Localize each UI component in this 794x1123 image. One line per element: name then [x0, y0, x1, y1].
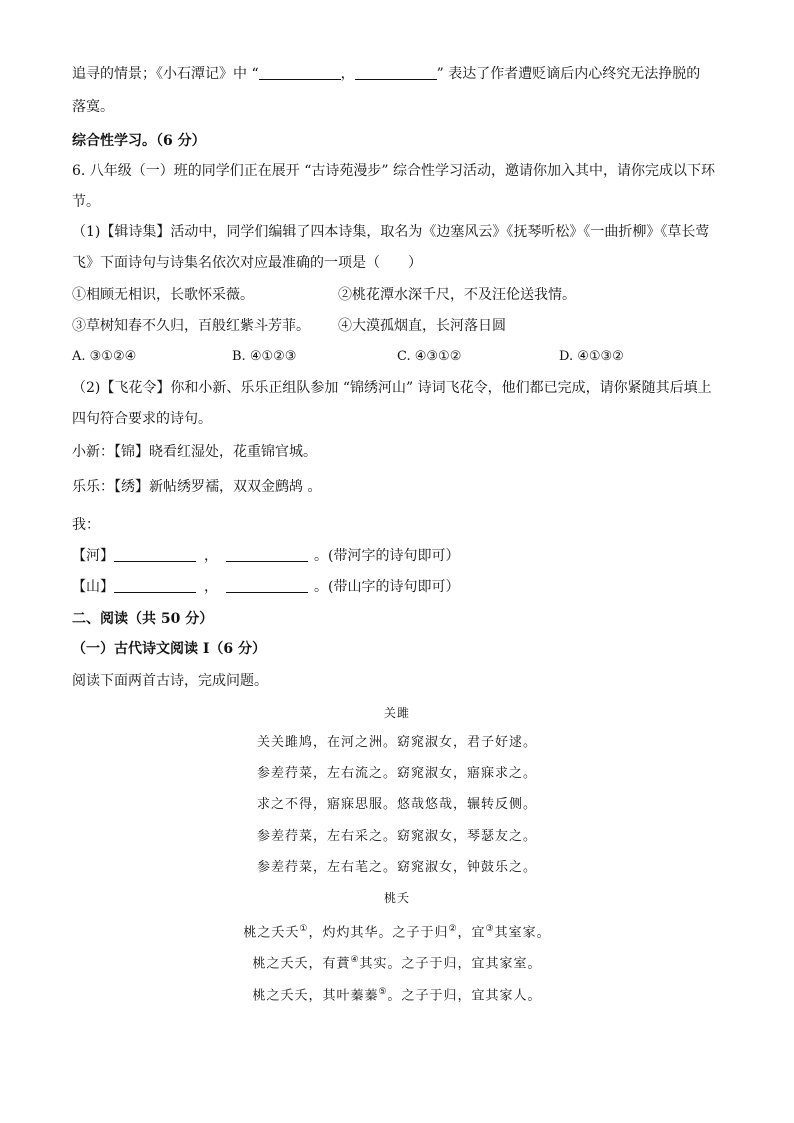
shan-hint: 。(带山字的诗句即可）: [314, 579, 460, 595]
option-b[interactable]: B. ④①②③: [232, 349, 297, 364]
poem2-l2-part-a: 桃之夭夭，有蕡: [252, 956, 351, 972]
q6-line-1: 6. 八年级（一）班的同学们正在展开 “古诗苑漫步” 综合性学习活动，邀请你加入其中，请你完成以下环: [72, 163, 716, 179]
he-label: 【河】: [72, 548, 114, 564]
lele-line: 乐乐：【绣】新帖绣罗襦，双双金鹧鸪 。: [72, 479, 322, 495]
intro-line-2: 落寞。: [72, 99, 114, 115]
poem1-line-2: 参差荇菜，左右流之。窈窕淑女，寤寐求之。: [256, 766, 537, 781]
option-a[interactable]: A. ③①②④: [72, 349, 137, 364]
footnote-mark-4: ④: [350, 955, 360, 965]
q6-part2-line-1: （2)【飞花令】你和小新、乐乐正组队参加 “锦绣河山” 诗词飞花令，他们都已完成，请你紧随其后填上: [72, 380, 712, 396]
blank-2[interactable]: [355, 79, 437, 80]
poem-item-3: ③草树知春不久归，百般红紫斗芳菲。: [72, 318, 310, 334]
intro-text-post: ” 表达了作者遭贬谪后内心终究无法挣脱的: [436, 66, 701, 82]
footnote-mark-3: ③: [485, 924, 495, 934]
shan-blank-2[interactable]: [226, 592, 308, 593]
intro-line-1: [72, 64, 700, 84]
he-comma: ，: [204, 548, 218, 564]
footnote-mark-1: ①: [299, 924, 309, 934]
intro-sep: ，: [340, 66, 355, 82]
shan-blank-1[interactable]: [114, 592, 196, 593]
poem1-line-1: 关关雎鸠，在河之洲。窈窕淑女，君子好逑。: [256, 735, 537, 750]
footnote-mark-2: ②: [448, 924, 458, 934]
section-comprehensive-heading: 综合性学习。（6 分）: [72, 133, 206, 149]
poem-item-2: ②桃花潭水深千尺，不及汪伦送我情。: [338, 287, 576, 303]
shan-label: 【山】: [72, 579, 114, 595]
reading-intro: 阅读下面两首古诗，完成问题。: [72, 673, 268, 689]
poem1-title: 关雎: [383, 706, 410, 720]
poem2-l1-part-d: 其室家。: [494, 925, 551, 941]
poem2-l3-part-a: 桃之夭夭，其叶蓁蓁: [252, 988, 379, 1004]
poem2-l1-part-c: ，宜: [457, 925, 486, 941]
shan-comma: ，: [204, 579, 218, 595]
poem2-l2-part-b: 其实。之子于归，宜其家室。: [359, 956, 542, 972]
poem2-line-1: [0, 919, 794, 943]
poem2-title: 桃夭: [383, 891, 410, 905]
he-blank-2[interactable]: [226, 561, 308, 562]
footnote-mark-5: ⑤: [378, 987, 388, 997]
q6-part1-line-1: （1)【辑诗集】活动中，同学们编辑了四本诗集，取名为《边塞风云》《抚琴听松》《一曲折柳》《草长莺: [72, 224, 710, 240]
section-reading-heading: 二、阅读（共 50 分）: [72, 611, 214, 627]
poem2-l1-part-a: 桃之夭夭: [243, 925, 300, 941]
he-hint: 。(带河字的诗句即可）: [314, 548, 460, 564]
shan-answer-line: [72, 577, 459, 597]
me-line: 我：: [72, 517, 100, 533]
option-d[interactable]: D. ④①③②: [559, 349, 624, 364]
poem1-line-5: 参差荇菜，左右芼之。窈窕淑女，钟鼓乐之。: [256, 860, 537, 875]
option-c[interactable]: C. ④③①②: [397, 349, 462, 364]
poem1-line-3: 求之不得，寤寐思服。悠哉悠哉，辗转反侧。: [256, 797, 537, 812]
xiaoxin-line: 小新：【锦】晓看红湿处，花重锦官城。: [72, 444, 317, 460]
poem1-line-4: 参差荇菜，左右采之。窈窕淑女，琴瑟友之。: [256, 829, 537, 844]
reading-subheading: （一）古代诗文阅读 I（6 分）: [72, 641, 267, 657]
poem-item-1: ①相顾无相识，长歌怀采薇。: [72, 287, 254, 303]
q6-line-2: 节。: [72, 194, 100, 210]
he-answer-line: [72, 546, 459, 566]
poem2-l3-part-b: 。之子于归，宜其家人。: [387, 988, 542, 1004]
q6-part2-line-2: 四句符合要求的诗句。: [72, 411, 212, 427]
poem2-l1-part-b: ，灼灼其华。之子于归: [308, 925, 449, 941]
intro-text-pre: 追寻的情景；《小石潭记》中 “: [72, 66, 259, 82]
poem-item-4: ④大漠孤烟直，长河落日圆: [338, 318, 506, 334]
q6-part1-line-2: 飞》下面诗句与诗集名依次对应最准确的一项是（ ）: [72, 255, 422, 271]
poem2-line-2: [0, 950, 794, 974]
poem2-line-3: [0, 982, 794, 1006]
he-blank-1[interactable]: [114, 561, 196, 562]
blank-1[interactable]: [259, 79, 341, 80]
